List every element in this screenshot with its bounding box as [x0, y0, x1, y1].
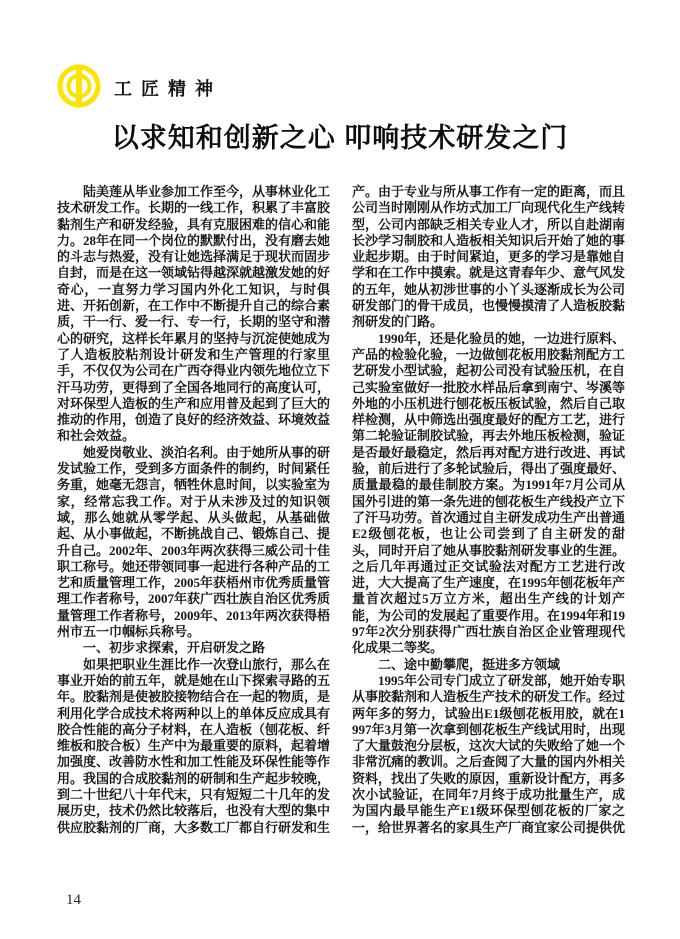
section-heading-2: 二、途中勤攀爬，挺进多方领域: [378, 656, 561, 672]
page-number: 14: [66, 892, 81, 908]
page-header: [57, 64, 222, 108]
section-heading-1: 一、初步求探索，开启研发之路: [83, 640, 266, 656]
paragraph: 1995年公司专门成立了研发部，她开始专职从事胶黏剂和人造板生产技术的研发工作。经过两年多的努力，试验出E1级刨花板用胶，就在1997年3月第一次拿到刨花板生产线试用时，出现了大量鼓泡分层板，这次大试的失败给了她一个非常沉痛的教训。之后查阅了大量的国内外相关资料，找出了失败的原因，重新设计配方，再多次小试验证，在同年7月终于成功批量生产，成为国内最早能生产E1级环保型刨花板的厂家之一，给世界著名的家具生产厂商宜家公司提供优: [352, 672, 626, 835]
paragraph: 陆美莲从毕业参加工作至今，从事林业化工技术研发工作。长期的一线工作，积累了丰富胶黏剂生产和研发经验，具有克服困难的信心和能力。28年在同一个岗位的默默付出，没有磨去她的斗志与热爱，没有让她选择满足于现状而固步自封，而是在这一领域钻得越深就越激发她的好奇心，一直努力学习国内外化工知识，与时俱进、开拓创新，在工作中不断提升自己的综合素质，干一行、爱一行、专一行，长期的坚守和潜心的研究，这样长年累月的坚持与沉淀使她成为了人造板胶粘剂设计研发和生产管理的行家里手，不仅仅为公司在广西夺得业内领先地位立下汗马功劳，更得到了全国各地同行的高度认可，对环保型人造板的生产和应用普及起到了巨大的推动的作用，创造了良好的经济效益、环境效益和社会效益。: [57, 184, 331, 444]
paragraph: 如果把职业生涯比作一次登山旅行，那么在事业开始的前五年，就是她在山下探索寻路的五年。胶黏剂是使被胶接物结合在一起的物质，是利用化学合成技术将两种以上的单体反应成具有胶合性能的高分子材料，在人造板（刨花板、纤维板和胶合板）生产中为最重要的原料，起着增加强度、改善防水性和加工性能及环保性能等作用。我国的合成胶黏剂的研制和生产起步较晚，到二十世纪八十年代末，只有短短二十几年的发展历史，技术仍然比较落后，也没有大型的集中供应胶黏剂的厂商，大多数工厂都自行研发和生: [57, 656, 331, 835]
paragraph: 1990年，还是化验员的她，一边进行原料、产品的检验化验，一边做刨花板用胶黏剂配方工艺研发小型试验，起初公司没有试验压机，在自己实验室做好一批胶水样品后拿到南宁、岑溪等外地的小压机进行刨花板压板试验，然后自己取样检测，从中筛选出强度最好的配方工艺，进行第二轮验证制胶试验，再去外地压板检测，验证是否最好最稳定，然后再对配方进行改进、再试验，前后进行了多轮试验后，得出了强度最好、质量最稳的最佳制胶方案。为1991年7月公司从国外引进的第一条先进的刨花板生产线投产立下了汗马功劳。首次通过自主研发成功生产出普通E2级刨花板，也让公司尝到了自主研发的甜头，同时开启了她从事胶黏剂研发事业的生涯。之后几年再通过正交试验法对配方工艺进行改进，大大提高了生产速度，在1995年刨花板年产量首次超过5万立方米，超出生产线的计划产能，为公司的发展起了重要作用。在1994年和1997年2次分别获得广西壮族自治区企业管理现代化成果二等奖。: [352, 330, 626, 656]
paragraph-continuation: 产。由于专业与所从事工作有一定的距离，而且公司当时刚刚从作坊式加工厂向现代化生产线转型，公司内部缺乏相关专业人才，所以自赴湖南长沙学习制胶和人造板相关知识后开始了她的事业起步期。由于时间紧迫，更多的学习是靠她自学和在工作中摸索。就是这青春年少、意气风发的五年，她从初涉世事的小丫头逐渐成长为公司研发部门的骨干成员，也慢慢摸清了人造板胶黏剂研发的门路。: [352, 184, 626, 330]
article-body: [57, 184, 625, 836]
article-title: 以求知和创新之心 叩响技术研发之门: [111, 123, 569, 153]
left-column: [57, 184, 330, 836]
right-column: [352, 184, 625, 836]
trade-union-emblem-icon: [57, 64, 101, 108]
paragraph: 她爱岗敬业、淡泊名利。由于她所从事的研发试验工作，受到多方面条件的制约，时间紧任务重，她毫无怨言，牺牲休息时间，以实验室为家，经常忘我工作。对于从未涉及过的知识领域，那么她就从零学起、从头做起，从基础做起、从小事做起，不断挑战自己、锻炼自己、提升自己。2002年、2003年两次获得三威公司十佳职工称号。她还带领同事一起进行各种产品的工艺和质量管理工作，2005年获梧州市优秀质量管理工作者称号，2007年获广西壮族自治区优秀质量管理工作者称号，2009年、2013年两次获得梧州市五一巾帼标兵称号。: [57, 444, 331, 640]
section-label: 工匠精神: [114, 79, 222, 99]
